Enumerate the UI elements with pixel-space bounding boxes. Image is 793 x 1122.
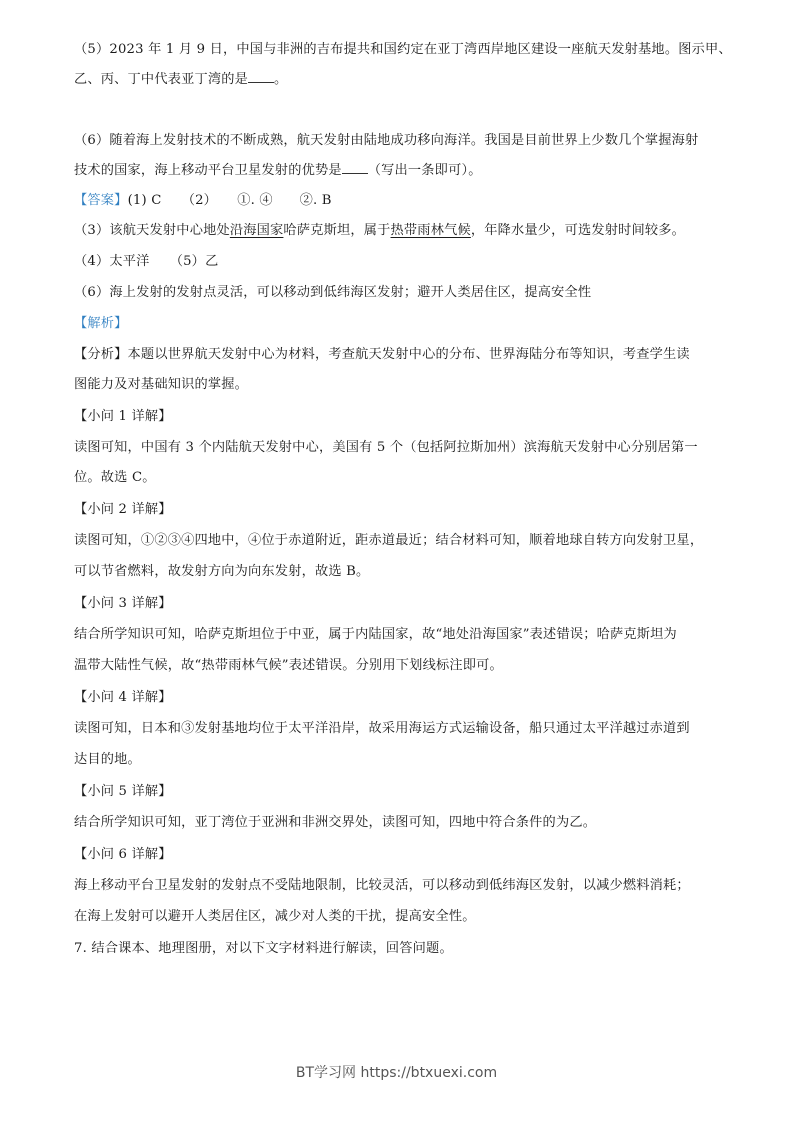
detail-heading-5: 【小问 5 详解】 <box>74 784 172 799</box>
q5-line-2 <box>74 70 287 90</box>
answer-line-6: （6）海上发射的发射点灵活，可以移动到低纬海区发射；避开人类居住区，提高安全性 <box>74 285 592 300</box>
detail-line: 在海上发射可以避开人类居住区，减少对人类的干扰，提高安全性。 <box>74 909 476 924</box>
analysis-summary-1: 【分析】本题以世界航天发射中心为材料，考查航天发射中心的分布、世界海陆分布等知识，考查学生读 <box>74 347 690 362</box>
q5-line-1: （5）2023 年 1 月 9 日，中国与非洲的吉布提共和国约定在亚丁湾西岸地区建设一座航天发射基地。图示甲、 <box>74 42 732 57</box>
footer-watermark: BT学习网 https://btxuexi.com <box>295 1065 498 1081</box>
detail-heading-1: 【小问 1 详解】 <box>74 409 172 424</box>
q6-text-end: （写出一条即可）。 <box>367 163 482 178</box>
detail-line: 读图可知，①②③④四地中，④位于赤道附近，距赤道最近；结合材料可知，顺着地球自转方向发射卫星， <box>74 533 704 548</box>
detail-heading-3: 【小问 3 详解】 <box>74 596 172 611</box>
detail-line: 结合所学知识可知，哈萨克斯坦位于中亚，属于内陆国家，故“地处沿海国家”表述错误；哈萨克斯坦为 <box>74 627 677 642</box>
answer-blank <box>342 161 368 174</box>
q6-line-2 <box>74 161 482 181</box>
answer-label: 【答案】 <box>74 193 128 208</box>
answer-line-4: （4）太平洋 （5）乙 <box>74 254 219 269</box>
answer-text: 哈萨克斯坦，属于 <box>283 223 391 238</box>
analysis-summary-2: 图能力及对基础知识的掌握。 <box>74 377 249 392</box>
detail-line: 海上移动平台卫星发射的发射点不受陆地限制，比较灵活，可以移动到低纬海区发射，以减少燃料消耗； <box>74 878 690 893</box>
detail-heading-4: 【小问 4 详解】 <box>74 690 172 705</box>
underlined-phrase: 热带雨林气候 <box>390 223 471 238</box>
analysis-label: 【解析】 <box>74 316 128 331</box>
question-7: 7. 结合课本、地理图册，对以下文字材料进行解读，回答问题。 <box>74 941 453 956</box>
answer-text: （3）该航天发射中心地处 <box>74 223 230 238</box>
answer-blank <box>248 70 274 83</box>
detail-line: 读图可知，中国有 3 个内陆航天发射中心，美国有 5 个（包括阿拉斯加州）滨海航天发射中心分别居第一 <box>74 440 698 455</box>
q5-text: 乙、丙、丁中代表亚丁湾的是 <box>74 72 249 87</box>
detail-line: 温带大陆性气候，故“热带雨林气候”表述错误。分别用下划线标注即可。 <box>74 658 503 673</box>
underlined-phrase: 沿海国家 <box>229 223 284 238</box>
detail-line: 达目的地。 <box>74 752 141 767</box>
answer-line-3 <box>74 221 685 241</box>
answer-text: (1) C （2） ①. ④ ②. B <box>127 193 332 208</box>
detail-heading-6: 【小问 6 详解】 <box>74 847 172 862</box>
detail-line: 结合所学知识可知，亚丁湾位于亚洲和非洲交界处，读图可知，四地中符合条件的为乙。 <box>74 815 597 830</box>
q6-line-1: （6）随着海上发射技术的不断成熟，航天发射由陆地成功移向海洋。我国是目前世界上少数几个掌握海射 <box>74 133 699 148</box>
answer-line-1 <box>74 191 332 211</box>
answer-text: ，年降水量少，可选发射时间较多。 <box>470 223 686 238</box>
q5-text-end: 。 <box>274 72 288 87</box>
detail-line: 读图可知，日本和③发射基地均位于太平洋沿岸，故采用海运方式运输设备，船只通过太平洋越过赤道到 <box>74 721 690 736</box>
detail-line: 可以节省燃料，故发射方向为向东发射，故选 B。 <box>74 564 370 579</box>
detail-heading-2: 【小问 2 详解】 <box>74 502 172 517</box>
q6-text: 技术的国家，海上移动平台卫星发射的优势是 <box>74 163 342 178</box>
detail-line: 位。故选 C。 <box>74 470 156 485</box>
